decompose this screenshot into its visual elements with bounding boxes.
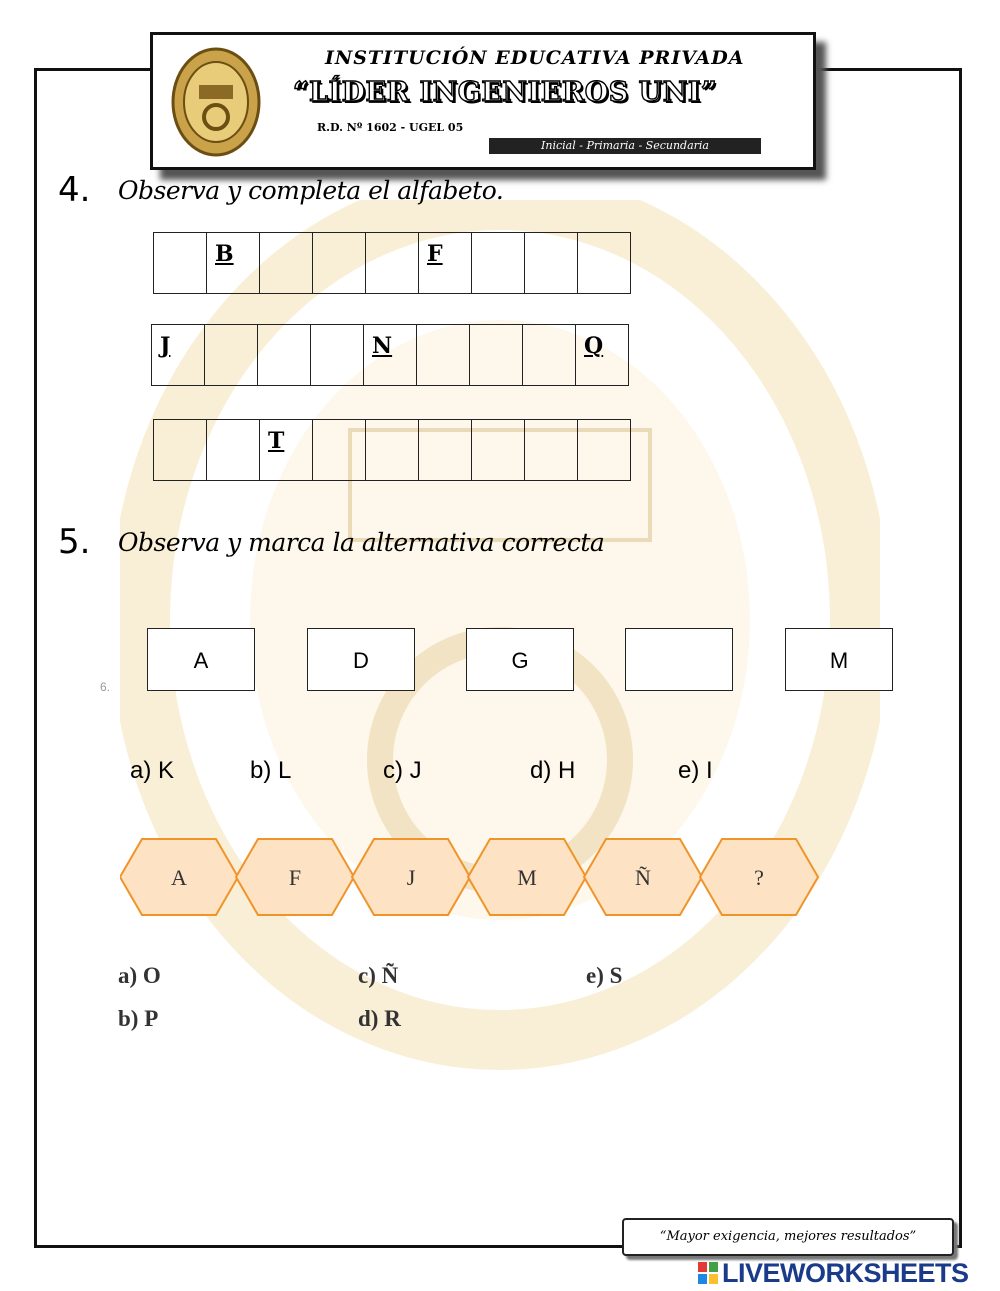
svg-text:?: ? — [754, 865, 764, 890]
sequence-box-blank[interactable] — [625, 628, 733, 691]
hexagon — [584, 839, 702, 915]
brand-text: LIVEWORKSHEETS — [722, 1258, 969, 1288]
alphabet-cell[interactable] — [419, 419, 472, 481]
svg-text:A: A — [171, 865, 187, 890]
levels-bar: Inicial - Primaria - Secundaria — [489, 138, 761, 154]
question-4-number: 4. — [58, 170, 91, 210]
alphabet-row-1 — [153, 232, 631, 294]
hexagon-sequence — [120, 838, 820, 916]
liveworksheets-icon — [698, 1262, 718, 1284]
alphabet-cell[interactable] — [313, 419, 366, 481]
question-5-number: 5. — [58, 522, 91, 562]
alphabet-cell[interactable] — [472, 419, 525, 481]
svg-text:Ñ: Ñ — [635, 865, 651, 890]
option-b[interactable]: b) L — [250, 757, 292, 784]
sequence-box: G — [466, 628, 574, 691]
alphabet-cell[interactable] — [472, 232, 525, 294]
alphabet-cell[interactable] — [258, 324, 311, 386]
alphabet-cell[interactable] — [313, 232, 366, 294]
hexagon-question[interactable] — [700, 839, 818, 915]
alphabet-cell[interactable] — [470, 324, 523, 386]
question-5-prompt: Observa y marca la alternativa correcta — [118, 528, 605, 557]
motto-banner: “Mayor exigencia, mejores resultados” — [622, 1218, 954, 1256]
alphabet-row-2 — [151, 324, 629, 386]
alphabet-cell[interactable] — [207, 419, 260, 481]
hexagon — [352, 839, 470, 915]
sequence-box: A — [147, 628, 255, 691]
alphabet-cell[interactable] — [417, 324, 470, 386]
alphabet-cell[interactable] — [523, 324, 576, 386]
alphabet-row-3 — [153, 419, 631, 481]
sequence-box: D — [307, 628, 415, 691]
alphabet-cell[interactable] — [205, 324, 258, 386]
alphabet-cell[interactable] — [578, 419, 631, 481]
alphabet-cell[interactable]: Q — [576, 324, 629, 386]
alphabet-cell[interactable] — [366, 419, 419, 481]
alphabet-cell[interactable] — [154, 419, 207, 481]
svg-text:F: F — [288, 865, 302, 890]
school-seal-icon — [171, 47, 261, 157]
alphabet-cell[interactable]: F — [419, 232, 472, 294]
alphabet-cell[interactable] — [260, 232, 313, 294]
alphabet-cell[interactable]: B — [207, 232, 260, 294]
alphabet-cell[interactable] — [525, 232, 578, 294]
option-d[interactable]: d) R — [358, 1006, 401, 1031]
option-c[interactable]: c) J — [383, 757, 422, 784]
option-b[interactable]: b) P — [118, 1006, 159, 1031]
institution-label: INSTITUCIÓN EDUCATIVA PRIVADA — [325, 47, 745, 69]
school-name: “LÍDER INGENIEROS UNI” — [293, 77, 718, 108]
alphabet-cell[interactable] — [578, 232, 631, 294]
alphabet-cell[interactable]: T — [260, 419, 313, 481]
alphabet-cell[interactable]: J — [152, 324, 205, 386]
svg-text:M: M — [517, 865, 537, 890]
side-mark: 6. — [100, 680, 111, 694]
hexagon — [236, 839, 354, 915]
hexagon — [468, 839, 586, 915]
question-4-prompt: Observa y completa el alfabeto. — [118, 176, 504, 205]
option-d[interactable]: d) H — [530, 757, 576, 784]
alphabet-cell[interactable]: N — [364, 324, 417, 386]
liveworksheets-logo[interactable] — [698, 1258, 969, 1289]
sequence-box: M — [785, 628, 893, 691]
option-c[interactable]: c) Ñ — [358, 963, 399, 988]
school-header — [150, 32, 816, 170]
alphabet-cell[interactable] — [311, 324, 364, 386]
registration-label: R.D. Nº 1602 - UGEL 05 — [317, 121, 464, 134]
option-a[interactable]: a) K — [130, 757, 175, 784]
svg-text:J: J — [406, 865, 416, 890]
alphabet-cell[interactable] — [366, 232, 419, 294]
option-a[interactable]: a) O — [118, 963, 161, 988]
option-e[interactable]: e) I — [678, 757, 713, 784]
hexagon — [120, 839, 238, 915]
alphabet-cell[interactable] — [525, 419, 578, 481]
alphabet-cell[interactable] — [154, 232, 207, 294]
option-e[interactable]: e) S — [586, 963, 623, 988]
